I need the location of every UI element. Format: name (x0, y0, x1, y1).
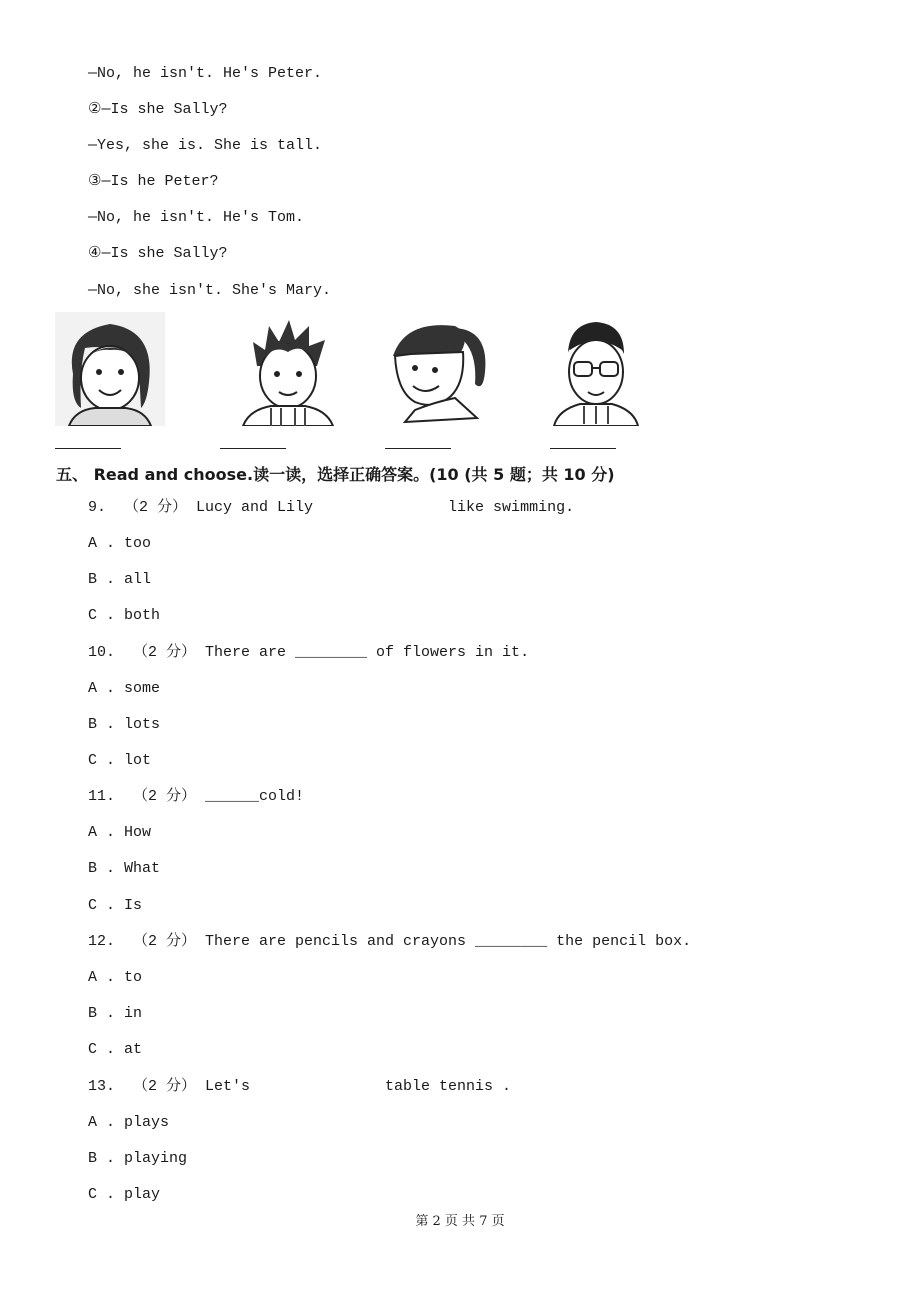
question-option: A . some (88, 680, 161, 697)
dialogue-line: ②—Is she Sally? (88, 101, 228, 118)
question-stem: 13. （2 分） Let's table tennis . (88, 1078, 512, 1095)
dialogue-line: ④—Is she Sally? (88, 245, 228, 262)
answer-blank (55, 448, 121, 449)
question-option: B . playing (88, 1150, 188, 1167)
answer-blank (220, 448, 286, 449)
question-stem: 9. （2 分） Lucy and Lily like swimming. (88, 499, 575, 516)
question-option: C . lot (88, 752, 152, 769)
dialogue-line: —No, he isn't. He's Tom. (88, 209, 305, 226)
question-option: A . How (88, 824, 152, 841)
blank-text (55, 436, 108, 448)
boy-spiky-hair-portrait-icon (233, 312, 343, 426)
answer-blank (550, 448, 616, 449)
question-option: B . all (88, 571, 152, 588)
question-stem: 12. （2 分） There are pencils and crayons ________ the pencil box. (88, 933, 692, 950)
question-option: B . lots (88, 716, 161, 733)
blank-text (220, 436, 273, 448)
section-title: 五、 Read and choose.读一读，选择正确答案。(10 (共 5 题；共 10 分) (56, 465, 615, 484)
question-option: C . Is (88, 897, 143, 914)
dialogue-line: —Yes, she is. She is tall. (88, 137, 323, 154)
blank-text (550, 436, 603, 448)
page-number: 第 2 页 共 7 页 (415, 1214, 505, 1229)
boy-glasses-portrait-icon (540, 312, 650, 426)
question-stem: 11. （2 分） ______cold! (88, 788, 305, 805)
question-stem: 10. （2 分） There are ________ of flowers in it. (88, 644, 530, 661)
dialogue-line: —No, she isn't. She's Mary. (88, 282, 332, 299)
question-option: B . What (88, 860, 161, 877)
question-option: C . play (88, 1186, 161, 1203)
dialogue-line: —No, he isn't. He's Peter. (88, 65, 323, 82)
question-option: C . at (88, 1041, 143, 1058)
answer-blank (385, 448, 451, 449)
question-option: A . too (88, 535, 152, 552)
question-option: C . both (88, 607, 161, 624)
question-option: B . in (88, 1005, 143, 1022)
girl-ponytail-portrait-icon (385, 312, 495, 426)
girl-short-hair-portrait-icon (55, 312, 165, 426)
question-option: A . to (88, 969, 143, 986)
question-option: A . plays (88, 1114, 170, 1131)
blank-text (385, 436, 438, 448)
dialogue-line: ③—Is he Peter? (88, 173, 219, 190)
